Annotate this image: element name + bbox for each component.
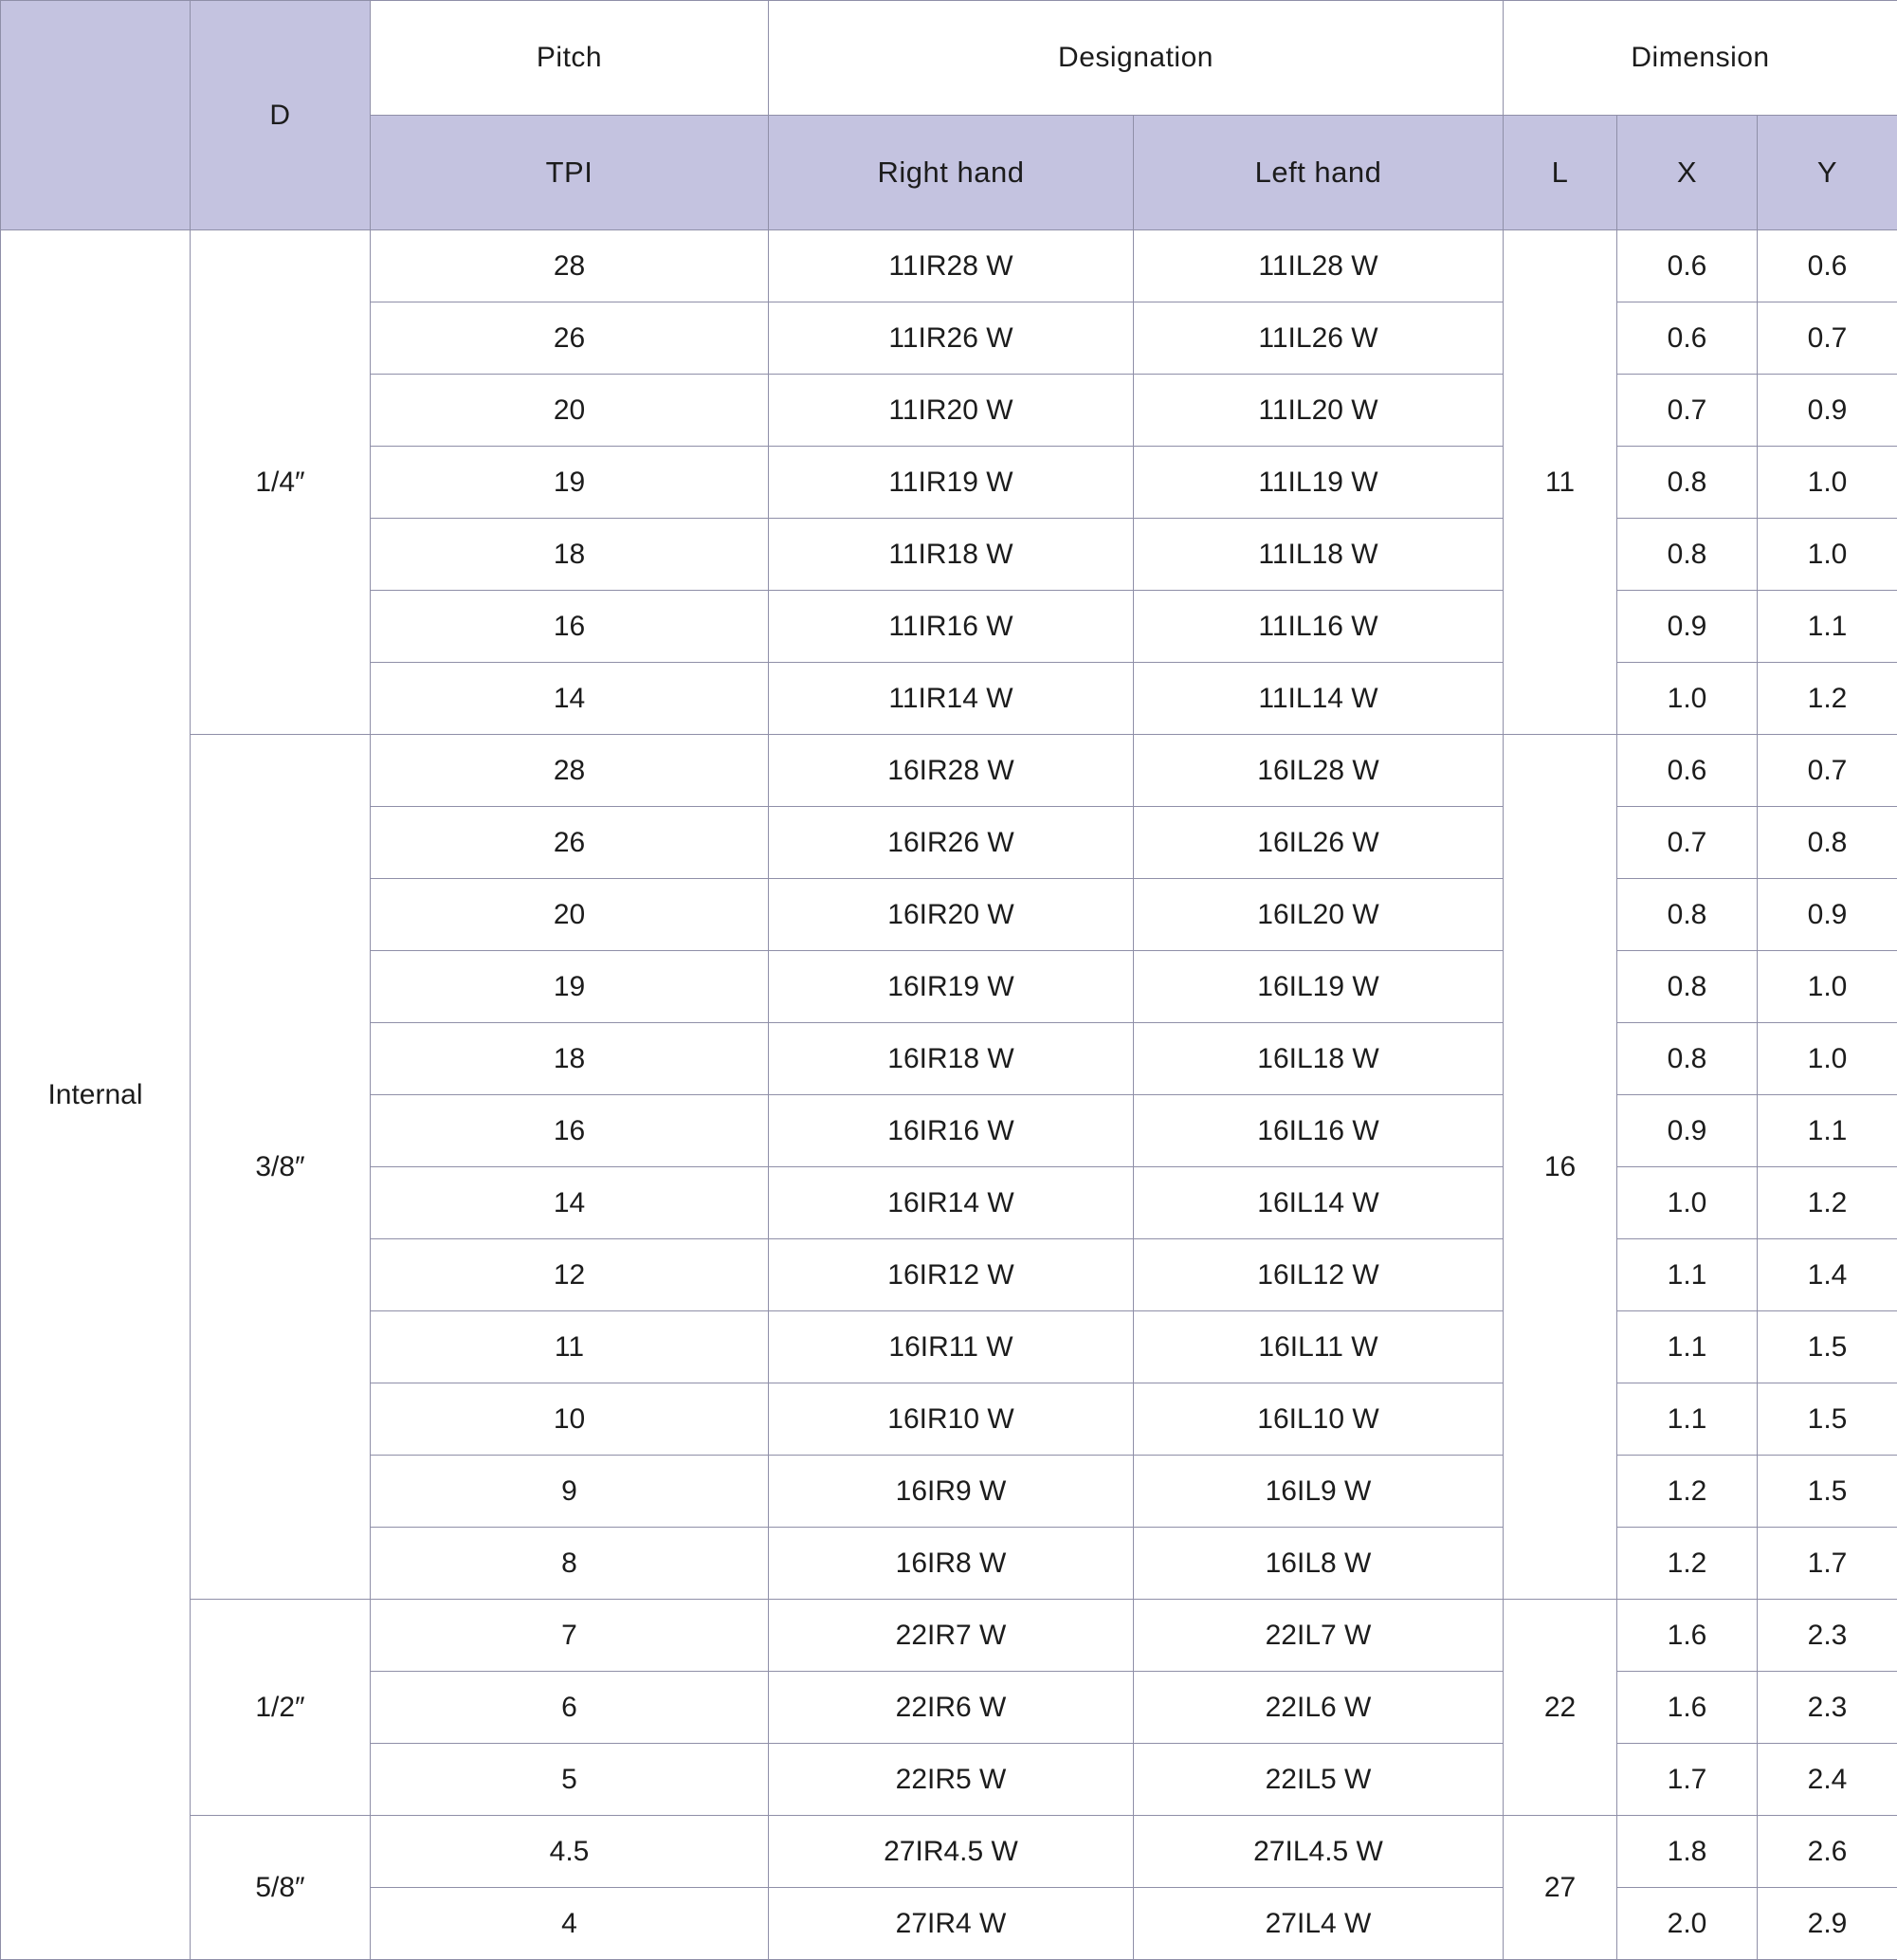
header-tpi: TPI bbox=[371, 116, 769, 230]
cell-x: 0.8 bbox=[1617, 879, 1758, 951]
cell-tpi: 8 bbox=[371, 1528, 769, 1600]
cell-right-hand-designation: 16IR18 W bbox=[769, 1023, 1134, 1095]
cell-y: 2.9 bbox=[1758, 1888, 1897, 1960]
table-body bbox=[1, 230, 1897, 1960]
header-l: L bbox=[1504, 116, 1617, 230]
cell-left-hand-designation: 16IL16 W bbox=[1134, 1095, 1504, 1167]
cell-right-hand-designation: 16IR10 W bbox=[769, 1383, 1134, 1456]
cell-x: 0.8 bbox=[1617, 447, 1758, 519]
cell-left-hand-designation: 11IL16 W bbox=[1134, 591, 1504, 663]
cell-x: 0.6 bbox=[1617, 735, 1758, 807]
cell-y: 2.6 bbox=[1758, 1816, 1897, 1888]
cell-right-hand-designation: 16IR20 W bbox=[769, 879, 1134, 951]
cell-right-hand-designation: 11IR26 W bbox=[769, 302, 1134, 375]
header-d: D bbox=[191, 1, 371, 230]
cell-left-hand-designation: 16IL20 W bbox=[1134, 879, 1504, 951]
cell-y: 1.1 bbox=[1758, 591, 1897, 663]
header-row-top bbox=[1, 1, 1897, 116]
cell-right-hand-designation: 16IR9 W bbox=[769, 1456, 1134, 1528]
cell-left-hand-designation: 22IL5 W bbox=[1134, 1744, 1504, 1816]
cell-right-hand-designation: 16IR11 W bbox=[769, 1311, 1134, 1383]
cell-x: 1.1 bbox=[1617, 1383, 1758, 1456]
cell-x: 0.8 bbox=[1617, 951, 1758, 1023]
table-header bbox=[1, 1, 1897, 230]
cell-y: 2.4 bbox=[1758, 1744, 1897, 1816]
cell-length: 22 bbox=[1504, 1600, 1617, 1816]
cell-left-hand-designation: 16IL10 W bbox=[1134, 1383, 1504, 1456]
cell-length: 11 bbox=[1504, 230, 1617, 735]
cell-tpi: 20 bbox=[371, 879, 769, 951]
cell-tpi: 14 bbox=[371, 1167, 769, 1239]
cell-left-hand-designation: 16IL28 W bbox=[1134, 735, 1504, 807]
cell-left-hand-designation: 11IL20 W bbox=[1134, 375, 1504, 447]
cell-left-hand-designation: 16IL19 W bbox=[1134, 951, 1504, 1023]
cell-type-internal: Internal bbox=[1, 230, 191, 1960]
cell-x: 0.9 bbox=[1617, 1095, 1758, 1167]
cell-tpi: 14 bbox=[371, 663, 769, 735]
table-row bbox=[1, 735, 1897, 807]
cell-y: 1.0 bbox=[1758, 951, 1897, 1023]
cell-y: 1.0 bbox=[1758, 519, 1897, 591]
cell-x: 1.2 bbox=[1617, 1456, 1758, 1528]
cell-right-hand-designation: 16IR26 W bbox=[769, 807, 1134, 879]
cell-x: 0.6 bbox=[1617, 302, 1758, 375]
header-designation: Designation bbox=[769, 1, 1504, 116]
cell-right-hand-designation: 27IR4.5 W bbox=[769, 1816, 1134, 1888]
cell-left-hand-designation: 16IL18 W bbox=[1134, 1023, 1504, 1095]
header-type-corner bbox=[1, 1, 191, 230]
cell-x: 0.7 bbox=[1617, 807, 1758, 879]
cell-right-hand-designation: 22IR7 W bbox=[769, 1600, 1134, 1672]
cell-x: 1.0 bbox=[1617, 663, 1758, 735]
cell-tpi: 7 bbox=[371, 1600, 769, 1672]
cell-right-hand-designation: 11IR20 W bbox=[769, 375, 1134, 447]
cell-tpi: 28 bbox=[371, 230, 769, 302]
cell-left-hand-designation: 22IL7 W bbox=[1134, 1600, 1504, 1672]
cell-y: 0.6 bbox=[1758, 230, 1897, 302]
cell-tpi: 26 bbox=[371, 302, 769, 375]
cell-diameter: 1/2″ bbox=[191, 1600, 371, 1816]
cell-tpi: 26 bbox=[371, 807, 769, 879]
cell-x: 2.0 bbox=[1617, 1888, 1758, 1960]
cell-y: 1.2 bbox=[1758, 663, 1897, 735]
cell-tpi: 12 bbox=[371, 1239, 769, 1311]
cell-length: 27 bbox=[1504, 1816, 1617, 1960]
cell-tpi: 19 bbox=[371, 447, 769, 519]
cell-y: 0.7 bbox=[1758, 302, 1897, 375]
cell-right-hand-designation: 16IR19 W bbox=[769, 951, 1134, 1023]
cell-right-hand-designation: 16IR28 W bbox=[769, 735, 1134, 807]
table-row bbox=[1, 1600, 1897, 1672]
cell-left-hand-designation: 16IL12 W bbox=[1134, 1239, 1504, 1311]
header-pitch: Pitch bbox=[371, 1, 769, 116]
cell-y: 1.0 bbox=[1758, 447, 1897, 519]
cell-y: 1.4 bbox=[1758, 1239, 1897, 1311]
cell-left-hand-designation: 27IL4.5 W bbox=[1134, 1816, 1504, 1888]
cell-right-hand-designation: 16IR8 W bbox=[769, 1528, 1134, 1600]
cell-x: 1.1 bbox=[1617, 1239, 1758, 1311]
cell-right-hand-designation: 16IR16 W bbox=[769, 1095, 1134, 1167]
cell-left-hand-designation: 16IL26 W bbox=[1134, 807, 1504, 879]
cell-y: 1.1 bbox=[1758, 1095, 1897, 1167]
header-left-hand: Left hand bbox=[1134, 116, 1504, 230]
cell-tpi: 28 bbox=[371, 735, 769, 807]
cell-right-hand-designation: 16IR12 W bbox=[769, 1239, 1134, 1311]
cell-x: 1.6 bbox=[1617, 1600, 1758, 1672]
cell-y: 0.7 bbox=[1758, 735, 1897, 807]
cell-x: 1.7 bbox=[1617, 1744, 1758, 1816]
cell-right-hand-designation: 27IR4 W bbox=[769, 1888, 1134, 1960]
cell-tpi: 19 bbox=[371, 951, 769, 1023]
cell-tpi: 18 bbox=[371, 1023, 769, 1095]
cell-x: 1.6 bbox=[1617, 1672, 1758, 1744]
cell-right-hand-designation: 22IR5 W bbox=[769, 1744, 1134, 1816]
header-x: X bbox=[1617, 116, 1758, 230]
cell-x: 1.1 bbox=[1617, 1311, 1758, 1383]
cell-left-hand-designation: 11IL19 W bbox=[1134, 447, 1504, 519]
cell-tpi: 5 bbox=[371, 1744, 769, 1816]
cell-x: 1.8 bbox=[1617, 1816, 1758, 1888]
cell-left-hand-designation: 16IL11 W bbox=[1134, 1311, 1504, 1383]
cell-tpi: 6 bbox=[371, 1672, 769, 1744]
cell-right-hand-designation: 11IR19 W bbox=[769, 447, 1134, 519]
cell-tpi: 16 bbox=[371, 1095, 769, 1167]
cell-left-hand-designation: 16IL9 W bbox=[1134, 1456, 1504, 1528]
cell-y: 0.9 bbox=[1758, 375, 1897, 447]
cell-diameter: 5/8″ bbox=[191, 1816, 371, 1960]
cell-right-hand-designation: 11IR16 W bbox=[769, 591, 1134, 663]
cell-length: 16 bbox=[1504, 735, 1617, 1600]
header-y: Y bbox=[1758, 116, 1897, 230]
cell-right-hand-designation: 22IR6 W bbox=[769, 1672, 1134, 1744]
cell-left-hand-designation: 11IL18 W bbox=[1134, 519, 1504, 591]
cell-right-hand-designation: 11IR14 W bbox=[769, 663, 1134, 735]
cell-x: 0.7 bbox=[1617, 375, 1758, 447]
table-row bbox=[1, 1816, 1897, 1888]
cell-left-hand-designation: 11IL14 W bbox=[1134, 663, 1504, 735]
cell-left-hand-designation: 16IL8 W bbox=[1134, 1528, 1504, 1600]
cell-y: 2.3 bbox=[1758, 1600, 1897, 1672]
cell-x: 1.2 bbox=[1617, 1528, 1758, 1600]
header-dimension: Dimension bbox=[1504, 1, 1897, 116]
header-right-hand: Right hand bbox=[769, 116, 1134, 230]
cell-tpi: 18 bbox=[371, 519, 769, 591]
cell-tpi: 20 bbox=[371, 375, 769, 447]
cell-y: 1.0 bbox=[1758, 1023, 1897, 1095]
cell-diameter: 1/4″ bbox=[191, 230, 371, 735]
cell-y: 1.7 bbox=[1758, 1528, 1897, 1600]
cell-right-hand-designation: 11IR28 W bbox=[769, 230, 1134, 302]
cell-tpi: 11 bbox=[371, 1311, 769, 1383]
table-row bbox=[1, 230, 1897, 302]
cell-y: 1.5 bbox=[1758, 1456, 1897, 1528]
cell-right-hand-designation: 16IR14 W bbox=[769, 1167, 1134, 1239]
cell-tpi: 4.5 bbox=[371, 1816, 769, 1888]
cell-x: 0.9 bbox=[1617, 591, 1758, 663]
cell-left-hand-designation: 16IL14 W bbox=[1134, 1167, 1504, 1239]
cell-left-hand-designation: 22IL6 W bbox=[1134, 1672, 1504, 1744]
cell-y: 1.5 bbox=[1758, 1311, 1897, 1383]
cell-x: 0.8 bbox=[1617, 519, 1758, 591]
cell-x: 1.0 bbox=[1617, 1167, 1758, 1239]
cell-y: 1.5 bbox=[1758, 1383, 1897, 1456]
cell-tpi: 10 bbox=[371, 1383, 769, 1456]
cell-right-hand-designation: 11IR18 W bbox=[769, 519, 1134, 591]
cell-tpi: 4 bbox=[371, 1888, 769, 1960]
cell-tpi: 16 bbox=[371, 591, 769, 663]
cell-diameter: 3/8″ bbox=[191, 735, 371, 1600]
cell-tpi: 9 bbox=[371, 1456, 769, 1528]
cell-y: 0.8 bbox=[1758, 807, 1897, 879]
cell-left-hand-designation: 11IL26 W bbox=[1134, 302, 1504, 375]
cell-left-hand-designation: 11IL28 W bbox=[1134, 230, 1504, 302]
cell-left-hand-designation: 27IL4 W bbox=[1134, 1888, 1504, 1960]
cell-y: 2.3 bbox=[1758, 1672, 1897, 1744]
cell-y: 0.9 bbox=[1758, 879, 1897, 951]
cell-y: 1.2 bbox=[1758, 1167, 1897, 1239]
cell-x: 0.6 bbox=[1617, 230, 1758, 302]
cell-x: 0.8 bbox=[1617, 1023, 1758, 1095]
